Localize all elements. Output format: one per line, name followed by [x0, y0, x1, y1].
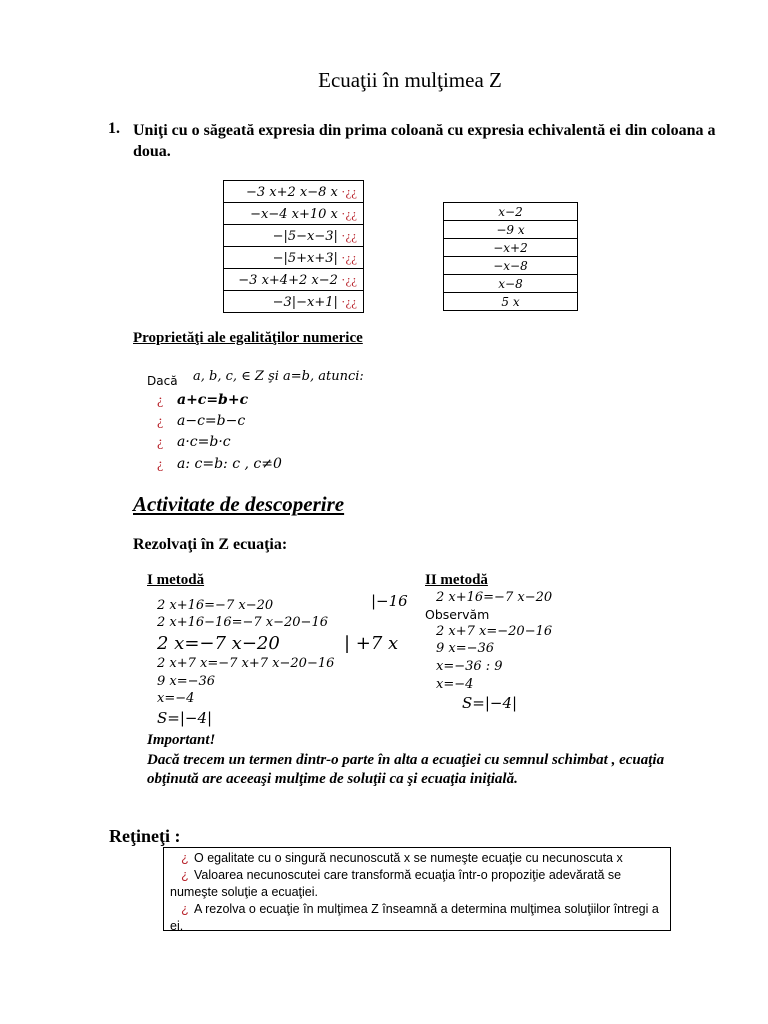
exercise-number: 1. — [108, 120, 120, 137]
expression: −3|−x+1| — [272, 294, 338, 310]
bullet-glyph: ¿ — [157, 393, 164, 408]
table-row — [224, 225, 364, 247]
method2-solution: S=|−4| — [462, 694, 518, 712]
table-row — [444, 293, 578, 311]
unknown-glyph: ·¿¿ — [341, 183, 357, 199]
property-item — [157, 392, 248, 409]
method1-solution: S=|−4| — [157, 709, 213, 727]
expression: −|5−x−3| — [272, 228, 338, 244]
unknown-glyph: ·¿¿ — [341, 271, 357, 287]
right-expression-table — [443, 202, 578, 311]
expression: −9 x — [444, 221, 578, 239]
method1-line: 2 x+16−16=−7 x−20−16 — [157, 615, 328, 630]
bullet-glyph: ¿ — [157, 435, 164, 450]
method1-line: 9 x=−36 — [157, 674, 216, 689]
table-row — [444, 221, 578, 239]
expression: −3 x+4+2 x−2 — [238, 272, 338, 288]
remember-item — [170, 850, 666, 867]
method1-line: 2 x+7 x=−7 x+7 x−20−16 — [157, 656, 335, 671]
activity-instruction: Rezolvaţi în Z ecuaţia: — [133, 536, 288, 553]
bullet-glyph: ¿ — [157, 457, 164, 472]
table-row — [444, 257, 578, 275]
method2-line: 2 x+7 x=−20−16 — [436, 624, 553, 639]
bullet-glyph: ¿ — [181, 851, 189, 865]
table-row — [444, 203, 578, 221]
important-text: Dacă trecem un termen dintr-o parte în alta a ecuaţiei cu semnul schimbat , ecuaţia obţinută are aceeaşi mulţime de soluţii ca şi ecuaţia iniţială. — [147, 752, 665, 787]
expression: x−2 — [444, 203, 578, 221]
properties-condition: a, b, c, ∈ Z şi a=b, atunci: — [193, 369, 364, 384]
method2-title: II metodă — [425, 572, 488, 588]
remember-text: A rezolva o ecuaţie în mulţimea Z înseamnă a determina mulţimea soluţiilor întregi a ei. — [170, 902, 659, 933]
method2-line: 9 x=−36 — [436, 641, 495, 656]
unknown-glyph: ·¿¿ — [341, 249, 357, 265]
table-row — [224, 181, 364, 203]
property-formula: a·c=b·c — [177, 434, 231, 450]
property-item — [157, 413, 245, 430]
method1-line: x=−4 — [157, 691, 195, 706]
activity-title: Activitate de descoperire — [133, 492, 345, 516]
if-word: Dacă — [147, 374, 178, 388]
method1-line: 2 x+16=−7 x−20 — [157, 598, 274, 613]
bullet-glyph: ¿ — [181, 902, 189, 916]
page-title: Ecuaţii în mulţimea Z — [318, 68, 502, 92]
table-row — [224, 247, 364, 269]
unknown-glyph: ·¿¿ — [341, 293, 357, 309]
method1-operation: | +7 x — [344, 633, 399, 654]
method2-line: 2 x+16=−7 x−20 — [436, 590, 553, 605]
method1-line: 2 x=−7 x−20 — [157, 633, 280, 654]
property-formula: a−c=b−c — [177, 413, 246, 429]
expression: −|5+x+3| — [272, 250, 338, 266]
expression: −x−8 — [444, 257, 578, 275]
exercise-text: Uniţi cu o săgeată expresia din prima coloană cu expresia echivalentă ei din coloana a doua. — [133, 122, 716, 160]
property-item — [157, 456, 282, 473]
remember-item — [170, 901, 666, 935]
expression: −x+2 — [444, 239, 578, 257]
property-formula: a: c=b: c , c≠0 — [177, 456, 282, 472]
method1-title: I metodă — [147, 572, 205, 588]
bullet-glyph: ¿ — [181, 868, 189, 882]
bullet-glyph: ¿ — [157, 414, 164, 429]
expression: −3 x+2 x−8 x — [245, 184, 338, 200]
unknown-glyph: ·¿¿ — [341, 227, 357, 243]
table-row — [224, 291, 364, 313]
remember-text: Valoarea necunoscutei care transformă ecuaţia într-o propoziţie adevărată se numeşte soluţie a ecuaţiei. — [170, 868, 622, 899]
left-expression-table — [223, 180, 364, 313]
expression: −x−4 x+10 x — [250, 206, 338, 222]
important-label: Important! — [147, 732, 216, 748]
property-item — [157, 434, 231, 451]
property-formula: a+c=b+c — [177, 392, 249, 408]
unknown-glyph: ·¿¿ — [341, 205, 357, 221]
method1-operation: |−16 — [371, 592, 408, 610]
table-row — [224, 203, 364, 225]
method2-observe: Observăm — [425, 607, 490, 622]
method2-line: x=−36 : 9 — [436, 659, 503, 674]
method2-line: x=−4 — [436, 677, 474, 692]
remember-text: O egalitate cu o singură necunoscută x se numeşte ecuaţie cu necunoscuta x — [194, 851, 623, 865]
expression: x−8 — [444, 275, 578, 293]
remember-title: Reţineţi : — [109, 826, 181, 846]
remember-item — [170, 867, 666, 901]
expression: 5 x — [444, 293, 578, 311]
table-row — [444, 239, 578, 257]
remember-box — [163, 847, 671, 931]
table-row — [224, 269, 364, 291]
properties-title: Proprietăţi ale egalităţilor numerice — [133, 330, 363, 346]
table-row — [444, 275, 578, 293]
